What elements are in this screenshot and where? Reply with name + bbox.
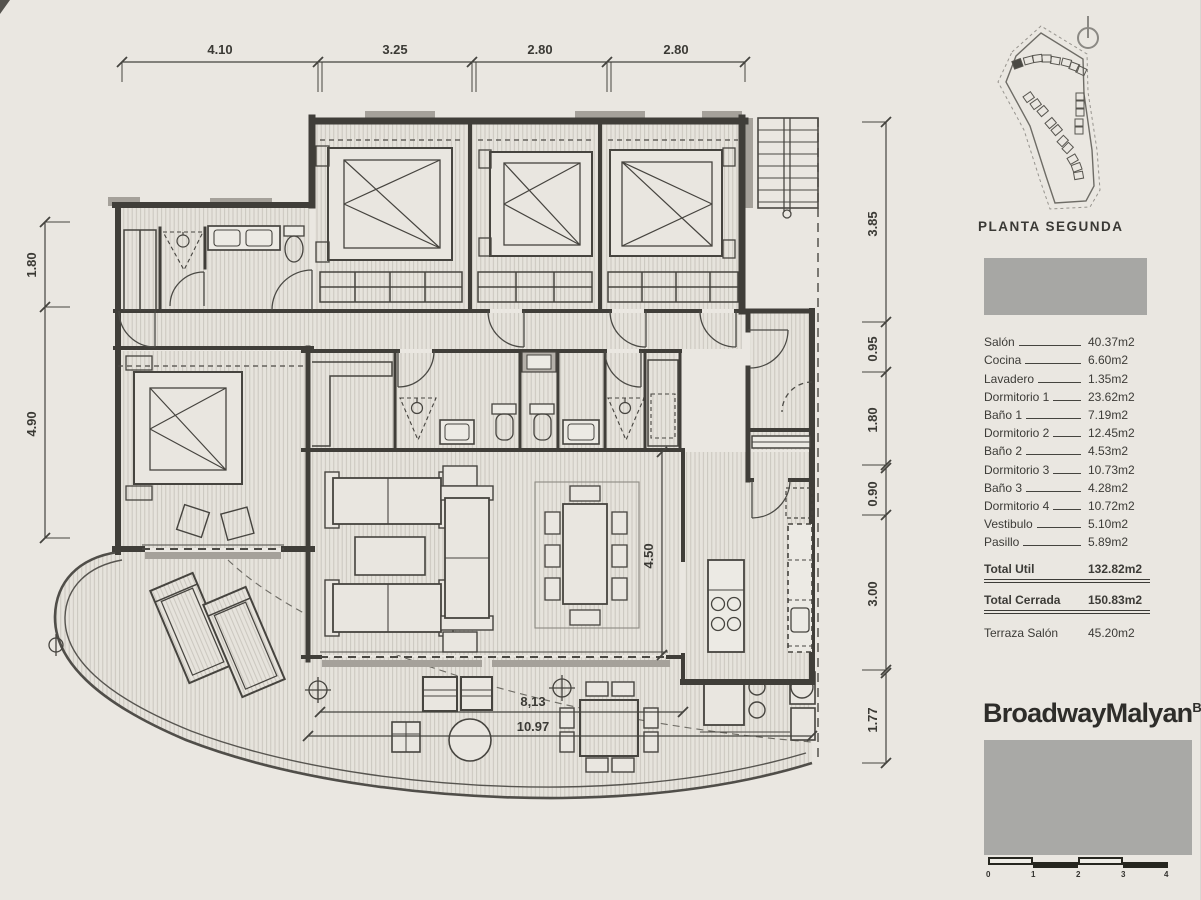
- toilet-icon: [492, 404, 516, 414]
- room-area: 45.20m2: [1088, 626, 1135, 641]
- room-area: 10.73m2: [1088, 462, 1135, 477]
- logo-text: BroadwayMalyan: [983, 698, 1193, 728]
- scale-segment: [1033, 862, 1078, 868]
- scale-segment: [1123, 862, 1168, 868]
- leader-line: [1053, 473, 1081, 474]
- leader-line: [1053, 436, 1081, 437]
- round-table-icon: [449, 719, 491, 761]
- dim-label: 8,13: [520, 694, 546, 709]
- staircase-icon: [758, 118, 818, 218]
- scan-artifact: [0, 0, 10, 14]
- table-row: [984, 367, 1150, 385]
- dim-label: 1.80: [24, 252, 39, 278]
- dim-label: 10.97: [516, 719, 550, 734]
- scale-number: 3: [1121, 870, 1126, 879]
- bed-icon: [316, 146, 452, 262]
- broadway-malyan-logo: [983, 698, 1201, 729]
- room-area: 4.53m2: [1088, 444, 1129, 459]
- toilet-icon: [284, 226, 304, 236]
- scale-number: 2: [1076, 870, 1081, 879]
- scale-bar: [988, 856, 1168, 882]
- scale-number: 1: [1031, 870, 1036, 879]
- scale-number: 4: [1164, 870, 1169, 879]
- living-room-furniture: [325, 466, 639, 652]
- scale-segment: [988, 857, 1033, 865]
- dim-label: 1.80: [865, 407, 880, 433]
- table-row: [984, 477, 1150, 495]
- corridor-floor: [118, 313, 742, 349]
- dim-label: 2.80: [663, 42, 689, 57]
- leader-line: [1026, 418, 1081, 419]
- terrace-table-icon: [423, 677, 457, 711]
- table-row: [984, 513, 1150, 531]
- toilet-icon: [530, 404, 554, 414]
- room-area: 5.89m2: [1088, 535, 1129, 550]
- plan-title: PLANTA SEGUNDA: [978, 219, 1124, 234]
- bed-icon: [126, 356, 242, 500]
- terrace-table-icon: [461, 677, 492, 710]
- dim-label: 3.25: [382, 42, 408, 57]
- room-label: Dormitorio 1: [984, 389, 1050, 404]
- logo-superscript: B: [1192, 700, 1201, 715]
- kitchen-counter: [788, 524, 812, 652]
- sofa-icon: [441, 466, 493, 652]
- room-area: 23.62m2: [1088, 389, 1135, 404]
- scale-number: 0: [986, 870, 991, 879]
- leader-line: [1053, 509, 1081, 510]
- bed-icon: [610, 148, 735, 258]
- room-area-table: [984, 331, 1150, 640]
- site-units: [1012, 54, 1087, 179]
- terrace-area-row: [984, 626, 1150, 640]
- room-label: Dormitorio 3: [984, 462, 1050, 477]
- room-label: Vestibulo: [984, 517, 1033, 532]
- table-row: [984, 440, 1150, 458]
- total-label: Total Util: [984, 562, 1035, 577]
- dim-label: 3.00: [865, 581, 880, 607]
- redacted-block: [984, 258, 1147, 315]
- room-label: Terraza Salón: [984, 626, 1059, 641]
- leader-line: [1038, 382, 1081, 383]
- site-boundary-dashed: [998, 26, 1100, 209]
- dim-label: 1.77: [865, 707, 880, 733]
- dim-label: 4.90: [24, 411, 39, 437]
- dim-label: 0.90: [865, 481, 880, 507]
- sofa-icon: [325, 472, 453, 528]
- table-row: [984, 422, 1150, 440]
- room-area: 1.35m2: [1088, 371, 1129, 386]
- room-label: Pasillo: [984, 535, 1020, 550]
- scale-segment: [1078, 857, 1123, 865]
- table-row: [984, 458, 1150, 476]
- bed-icon: [479, 150, 592, 256]
- room-label: Cocina: [984, 353, 1022, 368]
- kitchen-island-icon: [708, 560, 744, 652]
- leader-line: [1037, 527, 1081, 528]
- room-area: 4.28m2: [1088, 480, 1129, 495]
- room-area: 5.10m2: [1088, 517, 1129, 532]
- dim-label: 4.10: [207, 42, 233, 57]
- total-value: 150.83m2: [1088, 593, 1143, 608]
- room-label: Baño 3: [984, 480, 1023, 495]
- leader-line: [1025, 363, 1081, 364]
- dim-label: 0.95: [865, 336, 880, 362]
- room-label: Dormitorio 4: [984, 498, 1050, 513]
- sofa-icon: [325, 580, 453, 636]
- room-label: Salón: [984, 335, 1015, 350]
- leader-line: [1053, 400, 1081, 401]
- leader-line: [1026, 491, 1081, 492]
- room-label: Baño 1: [984, 407, 1023, 422]
- total-cerrada-row: [984, 593, 1150, 611]
- total-value: 132.82m2: [1088, 562, 1143, 577]
- table-row: [984, 531, 1150, 549]
- table-row: [984, 349, 1150, 367]
- table-row: [984, 404, 1150, 422]
- room-area: 40.37m2: [1088, 335, 1135, 350]
- dim-label: 2.80: [527, 42, 553, 57]
- leader-line: [1019, 345, 1081, 346]
- leader-line: [1026, 454, 1081, 455]
- room-label: Baño 2: [984, 444, 1023, 459]
- coffee-table-icon: [355, 537, 425, 575]
- table-row: [984, 331, 1150, 349]
- table-row: [984, 386, 1150, 404]
- room-area: 6.60m2: [1088, 353, 1129, 368]
- room-area: 10.72m2: [1088, 498, 1135, 513]
- room-label: Dormitorio 2: [984, 426, 1050, 441]
- highlighted-unit-icon: [1012, 59, 1023, 70]
- dim-label: 4.50: [641, 543, 656, 569]
- redacted-block: [984, 740, 1192, 855]
- leader-line: [1023, 545, 1081, 546]
- room-label: Lavadero: [984, 371, 1035, 386]
- site-key-plan: [998, 16, 1100, 209]
- room-area: 12.45m2: [1088, 426, 1135, 441]
- room-area: 7.19m2: [1088, 407, 1129, 422]
- total-util-row: [984, 562, 1150, 580]
- dim-label: 3.85: [865, 211, 880, 237]
- total-label: Total Cerrada: [984, 593, 1061, 608]
- table-row: [984, 495, 1150, 513]
